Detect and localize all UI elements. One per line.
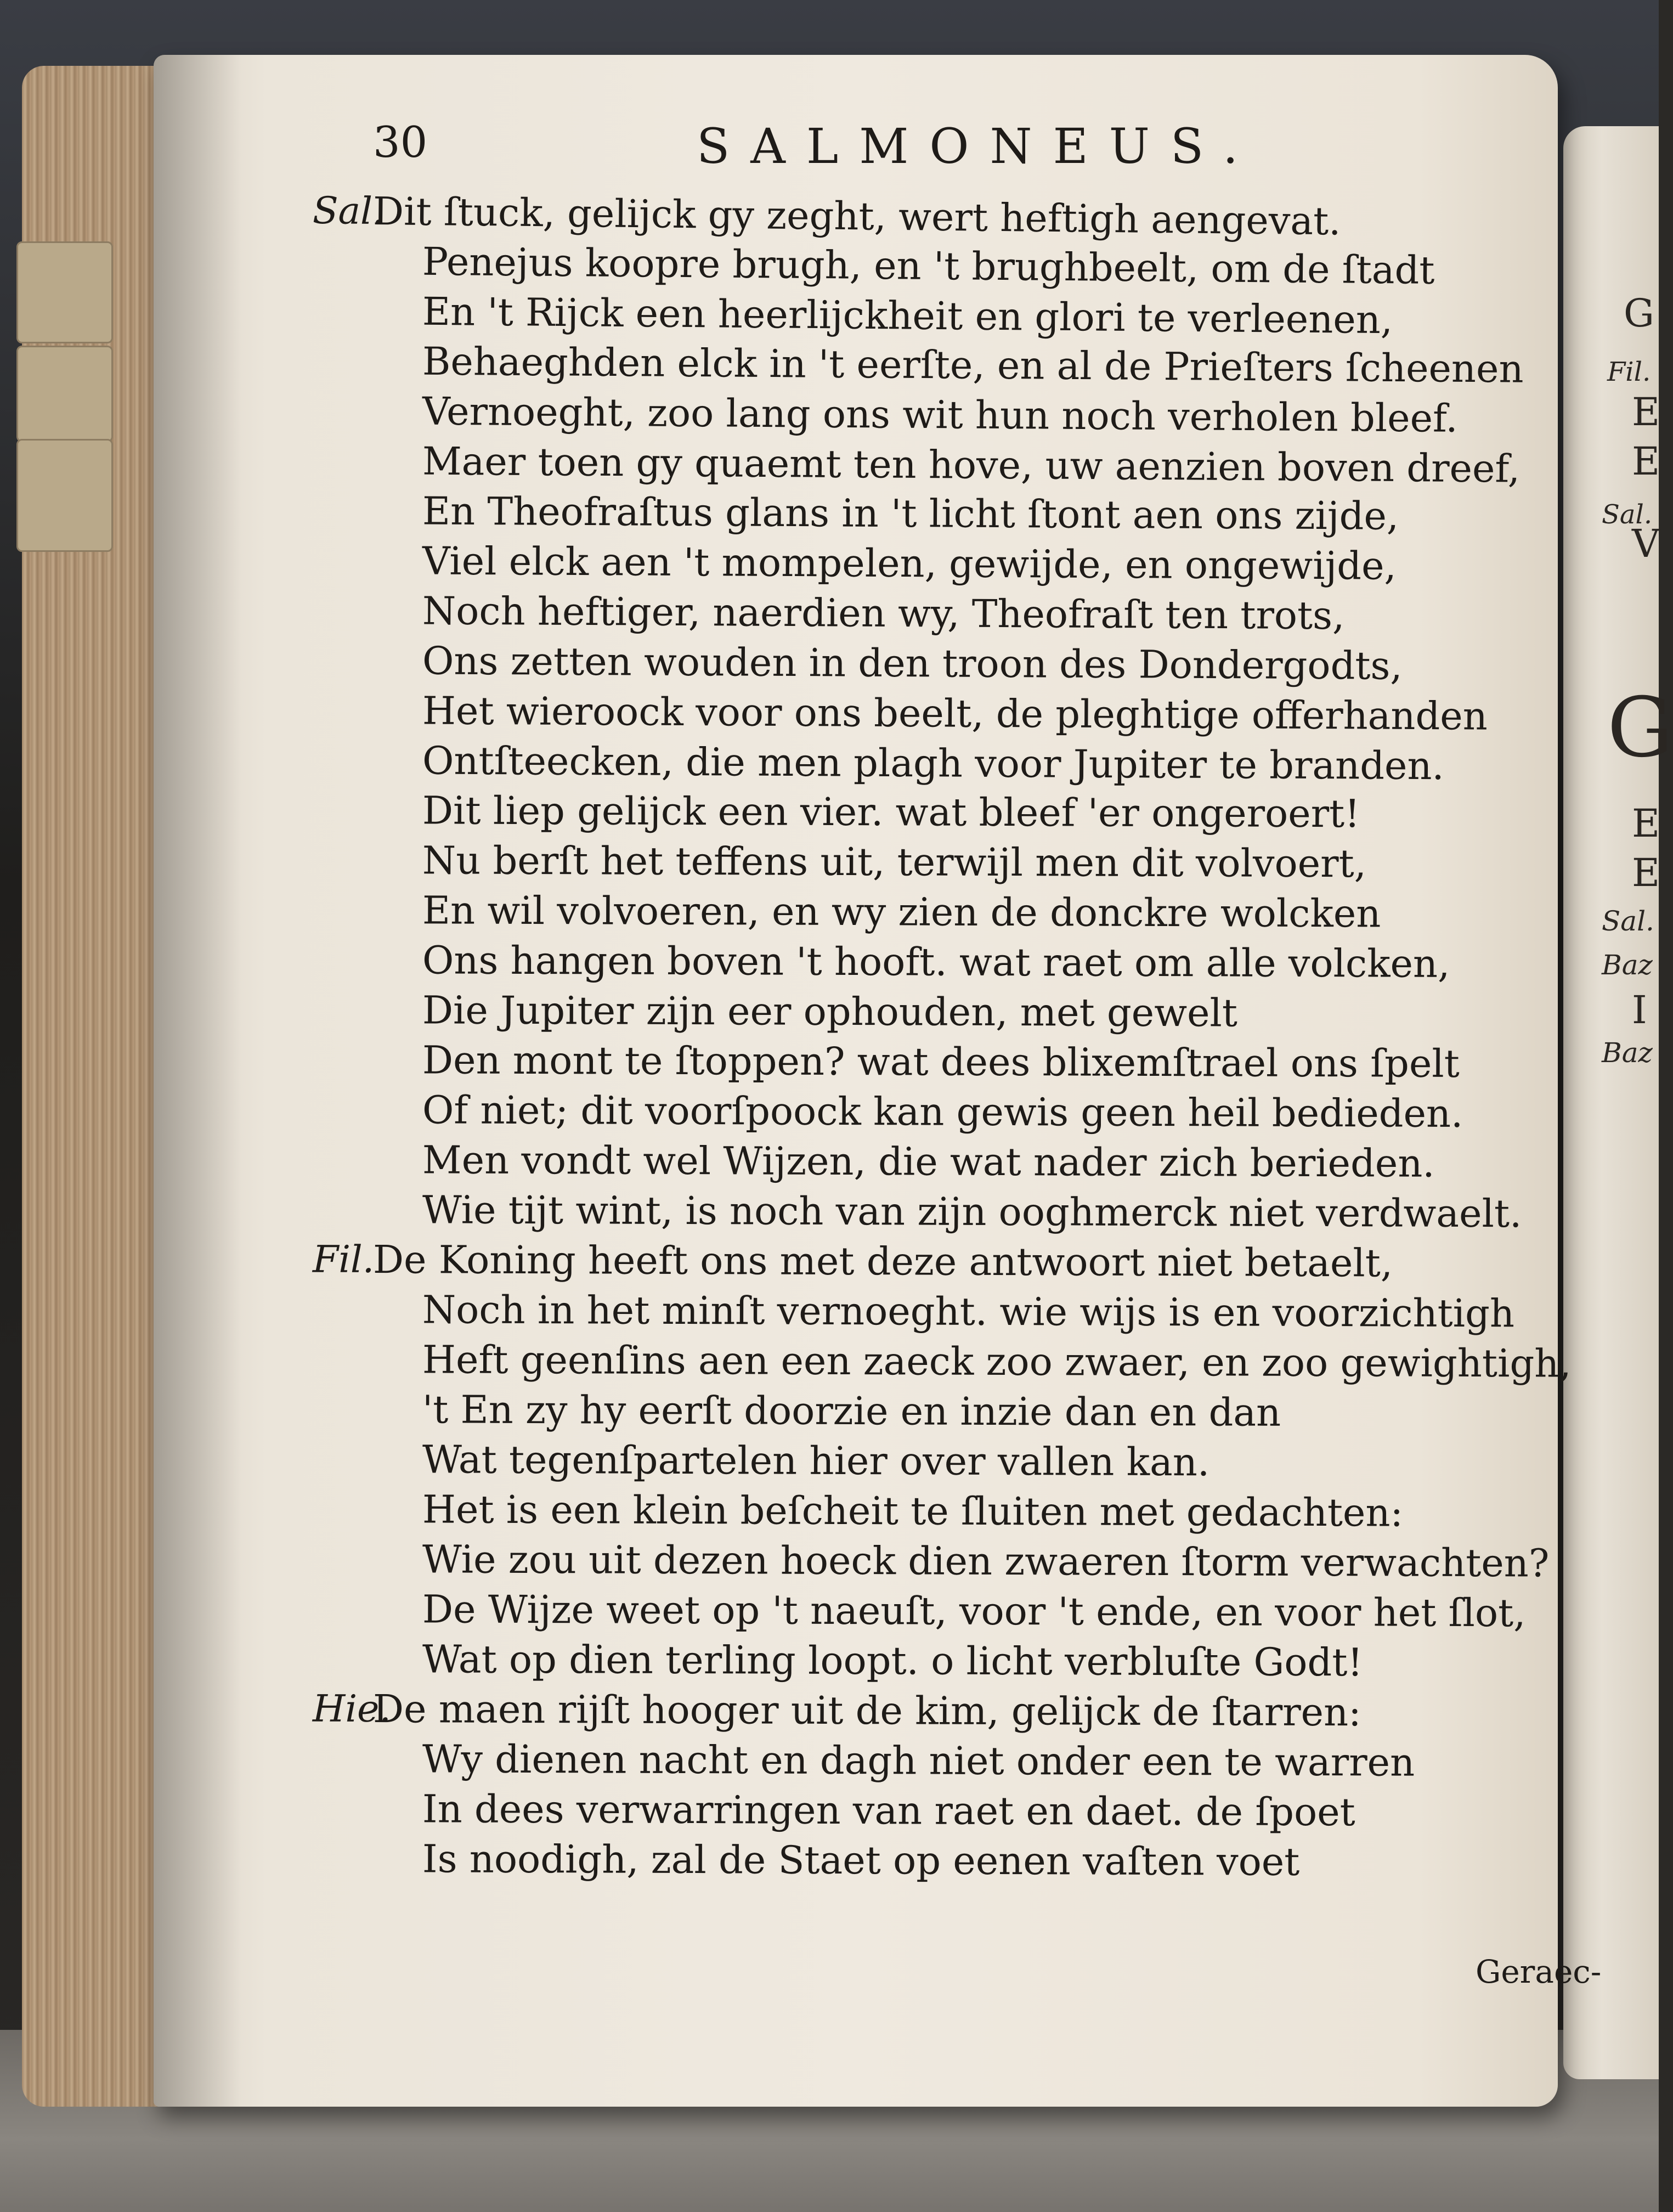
verse-line-text: Wy dienen nacht en dagh niet onder een te warren: [422, 1736, 1415, 1785]
verse-line-text: Wat op dien terling loopt. o licht verbluſte Godt!: [422, 1637, 1363, 1685]
verse-line: [373, 935, 1580, 990]
verse-line: [373, 1734, 1580, 1788]
verse-line-text: Ontſteecken, die men plagh voor Jupiter te branden.: [422, 738, 1445, 789]
facing-page-fragment: V: [1632, 521, 1660, 566]
verse-line-text: Nu berſt het teffens uit, terwijl men dit volvoert,: [422, 838, 1367, 887]
verse-line-text: En Theofraſtus glans in 't licht ſtont aen ons zijde,: [422, 488, 1399, 539]
bookmark-tab: [16, 439, 113, 552]
speaker-label: Hie.: [312, 1687, 392, 1731]
verse-line: [373, 1634, 1580, 1689]
verse-line-text: Dit ſtuck, gelijck gy zeght, wert heftigh aengevat.: [372, 189, 1341, 244]
page-number: 30: [373, 118, 428, 167]
facing-page-fragment: Baz: [1602, 949, 1653, 981]
verse-line-text: En wil volvoeren, en wy zien de donckre wolcken: [422, 888, 1381, 936]
facing-page-fragment: Fil.: [1607, 357, 1651, 387]
verse-line-text: De maen rijſt hooger uit de kim, gelijck de ſtarren:: [372, 1686, 1361, 1735]
verse-line: [373, 1035, 1580, 1090]
verse-line: [373, 1285, 1580, 1339]
verse-line: [373, 836, 1580, 890]
verse-line: [373, 1385, 1580, 1439]
verse-line-text: Die Jupiter zijn eer ophouden, met gewelt: [422, 988, 1238, 1036]
verse-line: [373, 336, 1580, 394]
verse-line-text: 't En zy hy eerſt doorzie en inzie dan en dan: [422, 1387, 1281, 1435]
facing-page-fragment: E: [1632, 801, 1660, 846]
facing-page-fragment: Sal.: [1602, 905, 1654, 937]
running-head: [373, 118, 1382, 184]
facing-page-fragment: G: [1624, 291, 1654, 336]
verse-line-text: Viel elck aen 't mompelen, gewijde, en ongewijde,: [422, 538, 1397, 589]
facing-page-fragment: I: [1632, 988, 1647, 1032]
facing-page-fragment: E: [1632, 850, 1660, 895]
speaker-label: Fil.: [312, 1238, 375, 1282]
verse-line-text: De Wijze weet op 't naeuſt, voor 't ende, en voor het ſlot,: [422, 1587, 1526, 1636]
verse-line: [312, 1684, 1580, 1739]
verse-line-text: Wie tijt wint, is noch van zijn ooghmerck niet verdwaelt.: [422, 1187, 1522, 1237]
verse-line: [312, 1235, 1580, 1289]
facing-page-fragment: G: [1607, 680, 1673, 776]
catchword: Geraec-: [1476, 1953, 1602, 1990]
verse-line-text: Behaeghden elck in 't eerſte, en al de Prieſters ſcheenen: [422, 338, 1524, 392]
verse-line-text: Noch heftiger, naerdien wy, Theofraſt ten trots,: [422, 588, 1345, 639]
verse-line-text: Ons zetten wouden in den troon des Dondergodts,: [422, 638, 1403, 689]
verse-line-text: Men vondt wel Wijzen, die wat nader zich berieden.: [422, 1137, 1435, 1186]
verse-line: [373, 736, 1580, 792]
verse-line-text: Heft geenſins aen een zaeck zoo zwaer, en zoo gewightigh,: [422, 1337, 1572, 1386]
verse-line: [373, 1485, 1580, 1539]
verse-line-text: Maer toen gy quaemt ten hove, uw aenzien boven dreef,: [422, 438, 1521, 492]
verse-line: [373, 786, 1580, 840]
facing-page-fragment: Baz: [1602, 1037, 1653, 1069]
verse-line-text: De Koning heeft ons met deze antwoort niet betaelt,: [372, 1237, 1393, 1286]
facing-page-fragment: Sal.: [1602, 499, 1653, 530]
verse-line-text: Wie zou uit dezen hoeck dien zwaeren ſtorm verwachten?: [422, 1537, 1550, 1586]
verse-line: [373, 636, 1580, 692]
page-title: SALMONEUS.: [697, 118, 1259, 174]
verse-line-text: Noch in het minſt vernoeght. wie wijs is en voorzichtigh: [422, 1287, 1515, 1336]
bookmark-tab: [16, 241, 113, 343]
verse-line-text: Wat tegenſpartelen hier over vallen kan.: [422, 1437, 1210, 1485]
verse-line-text: Of niet; dit voorſpoock kan gewis geen heil bedieden.: [422, 1087, 1463, 1136]
verse-line: [373, 1834, 1580, 1888]
facing-page-fragment: E: [1632, 390, 1660, 435]
verse-line: [373, 885, 1580, 940]
verse-line: [373, 1435, 1580, 1489]
verse-line: [373, 985, 1580, 1040]
verse-line-text: Den mont te ſtoppen? wat dees blixemſtrael ons ſpelt: [422, 1037, 1460, 1086]
verse-line: [373, 386, 1580, 444]
verse-line-text: Ons hangen boven 't hooft. wat raet om alle volcken,: [422, 938, 1450, 986]
verse-line: [373, 1784, 1580, 1838]
verse-line: [373, 436, 1580, 494]
verse-line-text: In dees verwarringen van raet en daet. de ſpoet: [422, 1786, 1355, 1835]
verse-line: [373, 1085, 1580, 1139]
verse-line: [373, 1534, 1580, 1589]
page-gutter-shadow: [154, 55, 241, 2107]
verse-text: [312, 187, 1580, 1884]
verse-line: [373, 586, 1580, 642]
verse-line: [373, 486, 1580, 543]
verse-line: [373, 686, 1580, 742]
verse-line-text: En 't Rijck een heerlijckheit en glori te verleenen,: [422, 289, 1393, 343]
verse-line: [373, 1335, 1580, 1389]
verse-line-text: Is noodigh, zal de Staet op eenen vaſten voet: [422, 1836, 1300, 1884]
verse-line-text: Het is een klein beſcheit te ſluiten met gedachten:: [422, 1487, 1404, 1536]
verse-line-text: Vernoeght, zoo lang ons wit hun noch verholen bleef.: [422, 388, 1458, 441]
verse-line: [373, 1185, 1580, 1239]
verse-line-text: Dit liep gelijck een vier. wat bleef 'er ongeroert!: [422, 788, 1360, 837]
speaker-label: Sal.: [312, 189, 385, 234]
verse-line: [373, 1584, 1580, 1639]
verse-line-text: Het wieroock voor ons beelt, de pleghtige offerhanden: [422, 688, 1488, 739]
verse-line-text: Penejus koopre brugh, en 't brughbeelt, om de ſtadt: [422, 239, 1435, 293]
verse-line: [373, 536, 1580, 592]
facing-page-fragment: E: [1632, 439, 1660, 484]
verse-line: [373, 1135, 1580, 1189]
bookmark-tab: [16, 346, 113, 442]
